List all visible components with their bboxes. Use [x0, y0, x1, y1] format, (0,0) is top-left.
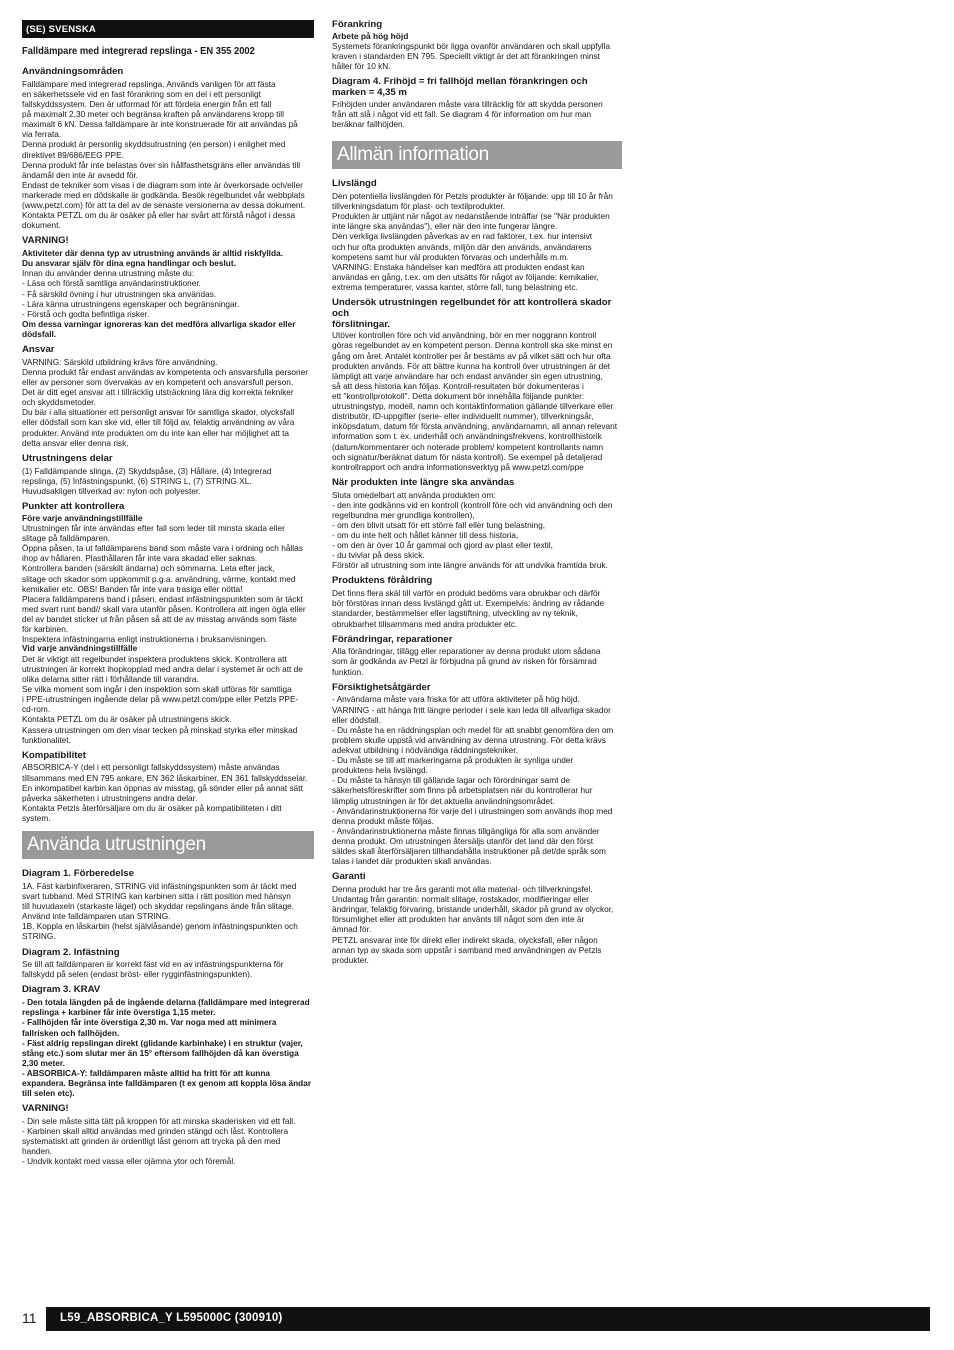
- text-line: stång etc.) som slutar mer än 15° eftersom fallhöjden då kan överstiga: [22, 1047, 299, 1058]
- text-block: [22, 959, 314, 979]
- text-line: Denna produkt får endast användas av kompetenta och ansvarsfulla personer: [22, 366, 308, 377]
- text-block: [22, 881, 314, 942]
- heading-line: förslitningar.: [332, 318, 391, 330]
- section-diagram-1: [22, 869, 314, 941]
- text-line: eller dödsfall.: [332, 714, 381, 725]
- text-line: adekvat utbildning i nödvändiga räddningstekniker.: [332, 744, 518, 755]
- text-line: system.: [22, 813, 51, 823]
- text-line: Öppna påsen, ta ut falldämparens band som måste vara i ordning och hållas: [22, 543, 303, 554]
- text-line: detta ansvar eller denna risk.: [22, 437, 129, 448]
- text-block: [332, 99, 622, 129]
- text-line: till selen etc).: [22, 1088, 75, 1099]
- text-line: ihop av hållaren. Plasthållaren får inte vara skadad eller saknas.: [22, 553, 258, 564]
- text-block: [22, 654, 314, 745]
- text-line: - Förstå och godta befintliga risker.: [22, 308, 150, 319]
- text-line: - ABSORBICA-Y: falldämparen måste alltid ha fritt för att kunna: [22, 1067, 271, 1078]
- text-line: problem skulle uppstå vid användning av denna utrustning. För detta krävs: [332, 734, 606, 745]
- text-line: så att dess historia kan följas. Kontroll-resultaten bör dokumenteras i: [332, 380, 584, 391]
- text-line: funktion.: [332, 666, 364, 677]
- page-number: 11: [22, 1310, 37, 1326]
- section-delar: [22, 454, 314, 496]
- text-line: - Lära känna utrustningens egenskaper och begränsningar.: [22, 298, 240, 309]
- text-line: 1A. Fäst karbinfixeraren, STRING vid infästningspunkten som är täckt med: [22, 880, 297, 891]
- heading-undersok: [332, 298, 622, 330]
- text-line: Kassera utrustningen om den visar tecken på minskad styrka eller minskad: [22, 724, 298, 735]
- text-line: utrustningstyp, modell, namn och kontaktinformation gällande tillverkare eller: [332, 401, 614, 412]
- text-line: expandera. Begränsa inte falldämparen (t ex genom att koppla lösa ändar: [22, 1078, 312, 1089]
- heading-diagram-3: Diagram 3. KRAV: [22, 984, 101, 996]
- text-line: 1B. Koppla en låskarbin (helst självlåsande) genom infästningspunkten och: [22, 921, 298, 932]
- text-line: Inspektera infästningarna enligt instruktionerna i bruksanvisningen.: [22, 634, 268, 645]
- text-line: ämnad för.: [332, 924, 372, 935]
- text-line: - Få särskild övning i hur utrustningen ska användas.: [22, 288, 217, 299]
- left-column: [22, 20, 314, 1167]
- text-line: användas en gång, t.ex. om den utsätts för något av följande: kemikalier,: [332, 271, 599, 282]
- text-line: extrema temperaturer, vassa kanter, större fall, tung belastning etc.: [332, 281, 578, 292]
- text-line: håller för 10 kN.: [332, 61, 391, 72]
- heading-ansvar: Ansvar: [22, 344, 55, 356]
- text-line: säkerhetsföreskrifter som finns på arbetsplatsen när du kontrollerar hur: [332, 785, 593, 796]
- text-line: - Användarinstruktionerna måste finnas tillgängliga för alla som använder: [332, 825, 600, 836]
- heading-garanti: Garanti: [332, 871, 366, 883]
- text-block: [22, 466, 314, 496]
- heading-foraldring: Produktens föråldring: [332, 575, 433, 587]
- text-line: Produkten är uttjänt när något av nedanstående inträffar (se "När produkten: [332, 211, 610, 222]
- text-line: Frihöjden under användaren måste vara tillräcklig för att skydda personen: [332, 98, 603, 109]
- text-line: del av bandet sticker ut från påsen så att de av misstag används som fäste: [22, 614, 297, 624]
- text-line: utrustningen är korrekt ihopkopplad med andra delar i systemet är och att de: [22, 663, 303, 674]
- text-line: bör förstöras innan dess livslängd gått ut. Exempelvis: ändring av rådande: [332, 598, 605, 609]
- text-line: Endast de tekniker som visas i de diagram som inte är överkorsade och/eller: [22, 179, 303, 190]
- text-line: - Läsa och förstå samtliga användarinstruktioner.: [22, 278, 201, 289]
- text-line: olika delarna sitter rätt i förhållande till varandra.: [22, 673, 199, 684]
- text-block: [22, 762, 314, 823]
- heading-punkter: Punkter att kontrollera: [22, 500, 125, 512]
- text-line: - Du måste se till att markeringarna på produkten är synliga under: [332, 755, 574, 766]
- text-line: inte längre ska användas"), eller när den inte fungerar längre.: [332, 221, 558, 232]
- text-line: från att slå i något vid ett fall. Se diagram 4 för information om hur man: [332, 109, 592, 120]
- text-line: - Fallhöjden får inte överstiga 2,30 m. Var noga med att minimera: [22, 1017, 277, 1028]
- text-block: [332, 191, 622, 292]
- text-block: [332, 884, 622, 965]
- text-line: maximalt 6 kN. Dessa falldämpare är inte konstruerade för att användas på: [22, 119, 298, 130]
- text-line: Det finns flera skäl till varför en produkt bedöms vara obrukbar och därför: [332, 588, 601, 599]
- text-line: - om den är över 10 år gammal och gjord av plast eller textil,: [332, 540, 553, 551]
- text-line: Du bär i alla situationer ett personligt ansvar för samtliga skador, olycksfall: [22, 407, 295, 418]
- text-line: (www.petzl.com) för att ta del av de senaste versionerna av dessa dokument.: [22, 200, 306, 211]
- text-line: handen.: [22, 1146, 52, 1157]
- section-forandringar: [332, 635, 622, 677]
- text-line: ett "kontrollprotokoll". Detta dokument bör innehålla följande punkter:: [332, 390, 585, 401]
- text-line: - Användarna måste vara friska för att utföra aktiviteter på hög höjd.: [332, 694, 580, 705]
- text-line: - om du inte helt och hållet känner till dess historia,: [332, 530, 519, 540]
- section-varning-2: [22, 1104, 314, 1166]
- section-bar-allman: Allmän information: [332, 141, 622, 169]
- footer-bar: [46, 1307, 930, 1331]
- text-line: och hur ofta produkten används, miljön där den används, användarens: [332, 241, 592, 252]
- heading-varning: VARNING!: [22, 235, 69, 247]
- text-block: [332, 330, 622, 472]
- text-line: annan typ av skada som uppstår i samband med användningen av Petzls: [332, 944, 602, 955]
- text-line: funktionalitet.: [22, 734, 71, 745]
- text-line: via ferrata.: [22, 129, 62, 140]
- text-line: gång om året. Antalet kontroller per år bestäms av på vilket sätt och hur ofta: [332, 350, 611, 361]
- text-line: Kontakta Petzls återförsäljare om du är osäker på kompatibiliteten i ditt: [22, 802, 282, 813]
- text-block: [22, 1116, 314, 1167]
- text-line: regelbundna mer grundliga kontrollen),: [332, 509, 475, 520]
- text-line: (datum/kommentarer och noterade problem/ kompetent kontrollants namn: [332, 441, 604, 452]
- text-line: Kontrollera banden (särskilt ändarna) och sömmarna. Leta efter jack,: [22, 563, 275, 574]
- section-livslangd: [332, 179, 622, 292]
- text-line: Placera falldämparens band i påsen, endast infästningspunkten som är täckt: [22, 593, 303, 604]
- subheading-hog-hojd: Arbete på hög höjd: [332, 30, 409, 41]
- text-block: [332, 646, 622, 676]
- section-diagram-4: [332, 77, 622, 129]
- text-line: ABSORBICA-Y (del i ett personligt fallskyddssystem) måste användas: [22, 762, 280, 773]
- heading-line: Diagram 4. Frihöjd = fri fallhöjd mellan förankringen och: [332, 76, 588, 88]
- heading-line: marken = 4,35 m: [332, 87, 407, 99]
- document-reference: L59_ABSORBICA_Y L595000C (300910): [60, 1312, 283, 1324]
- text-line: denna produkt. Om utrustningen återsäljs utanför det land där den först: [332, 835, 594, 846]
- text-line: Den verkliga livslängden påverkas av en rad faktorer, t.ex. hur intensivt: [332, 231, 593, 242]
- text-line: göras regelbundet av en kompetent person. Denna kontroll ska ske minst en: [332, 340, 613, 351]
- heading-forankring: Förankring: [332, 19, 383, 30]
- text-line: Du ansvarar själv för dina egna handlingar och beslut.: [22, 258, 236, 269]
- text-line: Denna produkt är personlig skyddsutrustning (en person) i enlighet med: [22, 139, 286, 150]
- section-diagram-3: [22, 985, 314, 1098]
- text-line: Kontakta PETZL om du är osäker på eller har svårt att förstå något i dessa: [22, 210, 296, 221]
- text-line: ändringar, felaktig förvaring, bristande underhåll, skador på grund av olyckor,: [332, 904, 614, 915]
- text-line: fallskyddssystem. Den är utformad för att fördela energin från ett fall: [22, 98, 272, 109]
- text-line: kompetens samt hur väl produkten förvaras och underhålls m.m.: [332, 251, 569, 262]
- text-line: VARNING: Enstaka händelser kan medföra att produkten endast kan: [332, 261, 585, 272]
- text-line: (1) Falldämpande slinga, (2) Skyddspåse, (3) Hållare, (4) Integrerad: [22, 465, 272, 476]
- text-line: Denna produkt har tre års garanti mot alla material- och tillverkningsfel.: [332, 884, 593, 894]
- text-line: - Karbinen skall alltid användas med grinden stängd och låst. Kontrollera: [22, 1126, 289, 1137]
- text-line: Aktiviteter där denna typ av utrustning används är alltid riskfyllda.: [22, 248, 283, 259]
- text-line: - du tvivlar på dess skick.: [332, 550, 425, 561]
- text-line: Förstör all utrustning som inte längre används för att undvika framtida bruk.: [332, 560, 608, 571]
- text-block: [22, 523, 314, 644]
- text-line: Utöver kontrollen före och vid användning, bör en mer noggrann kontroll: [332, 330, 597, 341]
- text-line: Alla förändringar, tillägg eller reparationer av denna produkt utom sådana: [332, 646, 601, 657]
- text-line: produkter. Använd inte produkten om du inte kan eller har möjlighet att ta: [22, 427, 290, 438]
- text-line: tillverkningsdatum för plast- och textilprodukter.: [332, 201, 505, 212]
- text-line: produkter.: [332, 954, 369, 965]
- text-line: säldes skall återförsäljaren tillhandahålla instruktioner på det/de språk som: [332, 846, 606, 857]
- text-line: - Användarinstruktionerna för varje del i utrustningen som används ihop med: [332, 805, 613, 816]
- text-line: Sluta omedelbart att använda produkten om:: [332, 489, 496, 500]
- text-line: talas i landet där produkten skall användas.: [332, 856, 492, 867]
- text-block: [22, 79, 314, 231]
- text-block: [332, 694, 622, 866]
- text-line: distributör, ID-uppgifter (serie- eller individuellt nummer), tillverkningsår,: [332, 411, 594, 422]
- text-line: svart tubband. Med STRING kan karbinen sitta i rätt position med hänsyn: [22, 890, 291, 901]
- subheading-fore: Före varje användningstillfälle: [22, 512, 143, 523]
- text-block: [332, 41, 622, 71]
- text-line: repslinga, (5) Infästningspunkt, (6) STRING L, (7) STRING XL.: [22, 475, 252, 486]
- text-line: en säkerhetssele vid en fast förankring som en del i ett personligt: [22, 88, 261, 99]
- text-line: eller av personer som övervakas av en kompetent och ansvarsfull person.: [22, 377, 294, 388]
- text-line: cd-rom.: [22, 704, 51, 715]
- text-line: fallrisken och fallhöjden.: [22, 1027, 120, 1038]
- text-line: för karbinen.: [22, 624, 69, 635]
- heading-kompatibilitet: Kompatibilitet: [22, 749, 86, 761]
- section-kompatibilitet: [22, 751, 314, 823]
- text-line: tillsammans med EN 795 ankare, EN 362 låskarbiner, EN 361 fallskyddsselar.: [22, 772, 308, 783]
- text-line: STRING.: [22, 931, 56, 942]
- section-forankring: [332, 20, 622, 71]
- text-line: Den potentiella livslängden för Petzls produkter är följande: upp till 10 år från: [332, 191, 613, 201]
- section-bar-anvanda: Använda utrustningen: [22, 831, 314, 859]
- language-tag: (SE) SVENSKA: [22, 20, 314, 38]
- text-line: - om den blivit utsatt för ett större fall eller tung belastning,: [332, 519, 546, 530]
- text-block-bold: [22, 997, 314, 1098]
- text-line: denna produkt måste följas.: [332, 815, 434, 826]
- text-line: och skyddsmetoder.: [22, 397, 96, 408]
- text-line: - Fäst aldrig repslingan direkt (glidande karbinhake) i en struktur (vajer,: [22, 1037, 303, 1048]
- text-line: i PPE-utrustningen ingående delar på www.petzl.com/ppe eller Petzls PPE-: [22, 694, 299, 705]
- text-line: - Din sele måste sitta tätt på kroppen för att minska skaderisken vid ett fall.: [22, 1116, 296, 1127]
- text-line: med svart runt band// skall vara utanför påsen. Kontrollera att ingen ögla eller: [22, 603, 306, 614]
- text-line: Använd inte falldämparen utan STRING.: [22, 911, 171, 922]
- text-line: slitage och skador som uppkommit p.g.a. användning, värme, kontakt med: [22, 573, 296, 584]
- heading-forandringar: Förändringar, reparationer: [332, 633, 453, 645]
- text-line: produkten används. För att bättre kunna ha kontroll över utrustningen är det: [332, 360, 611, 371]
- text-line: ändamål den inte är avsedd för.: [22, 169, 139, 180]
- text-line: Falldämpare med integrerad repslinga. Används vanligen för att fästa: [22, 78, 276, 89]
- text-block: [332, 588, 622, 628]
- text-line: dokument.: [22, 220, 61, 231]
- text-line: VARNING: Särskild utbildning krävs före användning.: [22, 356, 218, 367]
- heading-varning-2: VARNING!: [22, 1103, 69, 1115]
- text-line: Denna produkt får inte belastas över sin hållfasthetsgräns eller användas till: [22, 159, 301, 170]
- heading-diagram-4: [332, 77, 622, 98]
- text-line: slitage på falldämparen.: [22, 533, 111, 544]
- heading-diagram-1: Diagram 1. Förberedelse: [22, 868, 134, 880]
- text-line: Huvudsakligen tillverkad av: nylon och polyester.: [22, 485, 201, 496]
- text-line: - Du måste ha en räddningsplan och medel för att snabbt genomföra den om: [332, 724, 614, 735]
- text-line: Systemets förankringspunkt bör ligga ovanför användaren och skall uppfylla: [332, 41, 611, 52]
- text-line: Se till att falldämparen är korrekt fäst vid en av infästningspunkterna för: [22, 959, 284, 970]
- text-line: lämplig utrustningen är för det aktuella användningsområdet.: [332, 795, 555, 806]
- section-varning-1: [22, 236, 314, 339]
- section-anvandningsomraden: [22, 67, 314, 230]
- text-line: Innan du använder denna utrustning måste du:: [22, 268, 195, 279]
- text-line: PETZL ansvarar inte för direkt eller indirekt skada, olycksfall, eller någon: [332, 934, 598, 945]
- text-line: inköpsdatum, datum för första användning, användarnamn, all annan relevant: [332, 421, 618, 432]
- section-forsiktighet: [332, 683, 622, 867]
- text-line: Utrustningen får inte användas efter fall som leder till minsta skada eller: [22, 523, 285, 534]
- heading-livslangd: Livslängd: [332, 178, 377, 190]
- text-line: - Undvik kontakt med vassa eller ojämna ytor och föremål.: [22, 1156, 236, 1167]
- text-line: 2,30 meter.: [22, 1057, 65, 1068]
- text-line: dödsfall.: [22, 328, 57, 339]
- text-line: kraven i standarden EN 795. Speciellt viktigt är det att förankringen minst: [332, 51, 600, 62]
- text-line: kemikalier etc. OBS! Banden får inte vara trasiga eller nötta!: [22, 583, 243, 594]
- text-block: [332, 490, 622, 571]
- section-undersok: [332, 298, 622, 472]
- text-line: produktens hela livslängd.: [332, 765, 428, 776]
- text-line: eller dödsfall som kan ske vid, eller till följd av, felaktig användning av våra: [22, 417, 295, 428]
- text-line: försumlighet eller att produkten har använts till något som den inte är: [332, 914, 585, 925]
- text-line: Undantag från garantin: normalt slitage, rostskador, modifieringar eller: [332, 894, 589, 905]
- subheading-vid: Vid varje användningstillfälle: [22, 643, 138, 654]
- text-line: Det är viktigt att regelbundet inspektera produktens skick. Kontrollera att: [22, 653, 287, 664]
- text-line: Det är ditt eget ansvar att i tillräcklig utsträckning lära dig korrekta tekniker: [22, 387, 294, 398]
- text-line: - Den totala längden på de ingående delarna (falldämpare med integrerad: [22, 997, 310, 1008]
- text-line: En inkompatibel karbin kan öppnas av misstag, gå sönder eller på annat sätt: [22, 782, 303, 793]
- heading-forsiktighet: Försiktighetsåtgärder: [332, 681, 431, 693]
- text-line: - den inte godkänns vid en kontroll (kontroll före och vid användning och den: [332, 499, 613, 510]
- text-line: och signatur/beräknat datum för nästa kontroll). Se exempel på detaljerad: [332, 451, 603, 462]
- text-line: repslinga + karbiner får inte överstiga 1,15 meter.: [22, 1007, 216, 1018]
- heading-anvandningsomraden: Användningsområden: [22, 66, 124, 77]
- text-block: [22, 357, 314, 448]
- text-line: VARNING - att hänga fritt längre perioder i sele kan leda till allvarliga skador: [332, 704, 611, 715]
- text-line: - Du måste ta hänsyn till gällande lagar och förordningar samt de: [332, 775, 570, 786]
- text-line: systematiskt att grinden är ordentligt låst genom att trycka på den med: [22, 1136, 281, 1147]
- text-line: direktivet 89/686/EEG PPE.: [22, 149, 124, 160]
- right-column: [332, 20, 622, 965]
- text-line: Se vilka moment som ingår i den inspektion som skall utföras för samtliga: [22, 684, 292, 695]
- text-line: fallskydd på selen (endast bröst- eller rygginfästningspunkten).: [22, 969, 253, 980]
- text-line: som är godkända av Petzl är förbjudna på grund av risken för försämrad: [332, 656, 597, 667]
- text-line: obrukbarhet tillsammans med andra produkter etc.: [332, 618, 518, 629]
- text-line: Om dessa varningar ignoreras kan det medföra allvarliga skador eller: [22, 318, 296, 329]
- text-line: Kontakta PETZL om du är osäker på utrustningens skick.: [22, 714, 232, 725]
- section-garanti: [332, 872, 622, 965]
- text-line: till huvudaxeln (starkaste läget) och skyddar repslingans ände från slitage.: [22, 901, 295, 912]
- heading-delar: Utrustningens delar: [22, 452, 113, 464]
- text-line: information som t. ex. underhåll och användningsfrekvens, kontrollhistorik: [332, 431, 602, 442]
- text-line: på maximalt 2,30 meter och begränsa kraften på användarens kropp till: [22, 109, 284, 120]
- text-line: kontrollrapport och andra informationsverktyg på www.petzl.com/ppe: [332, 461, 584, 472]
- text-block-bold: [22, 248, 314, 268]
- text-line: lämpligt att varje användare har och endast använder sin egen utrustning,: [332, 370, 603, 381]
- document-title: Falldämpare med integrerad repslinga - EN 355 2002: [22, 46, 255, 57]
- text-line: standarder, bestämmelser eller lagstiftning, utveckling av ny teknik,: [332, 608, 578, 619]
- heading-diagram-2: Diagram 2. Infästning: [22, 946, 120, 958]
- section-ansvar: [22, 345, 314, 448]
- heading-nar-inte: När produkten inte längre ska användas: [332, 476, 515, 488]
- section-foraldring: [332, 576, 622, 628]
- text-block: [22, 268, 314, 319]
- text-block-bold: [22, 319, 314, 339]
- heading-line: Undersök utrustningen regelbundet för att kontrollera skador och: [332, 297, 612, 319]
- text-line: påverka säkerheten i utrustningens andra delar.: [22, 792, 198, 803]
- text-line: beräknar fallhöjden.: [332, 119, 405, 130]
- text-line: markerade med en dödskalle är godkända. Besök regelbundet vår webbplats: [22, 189, 305, 200]
- section-punkter: [22, 502, 314, 745]
- section-nar-inte: [332, 478, 622, 571]
- section-diagram-2: [22, 948, 314, 980]
- page-footer: [22, 1307, 930, 1331]
